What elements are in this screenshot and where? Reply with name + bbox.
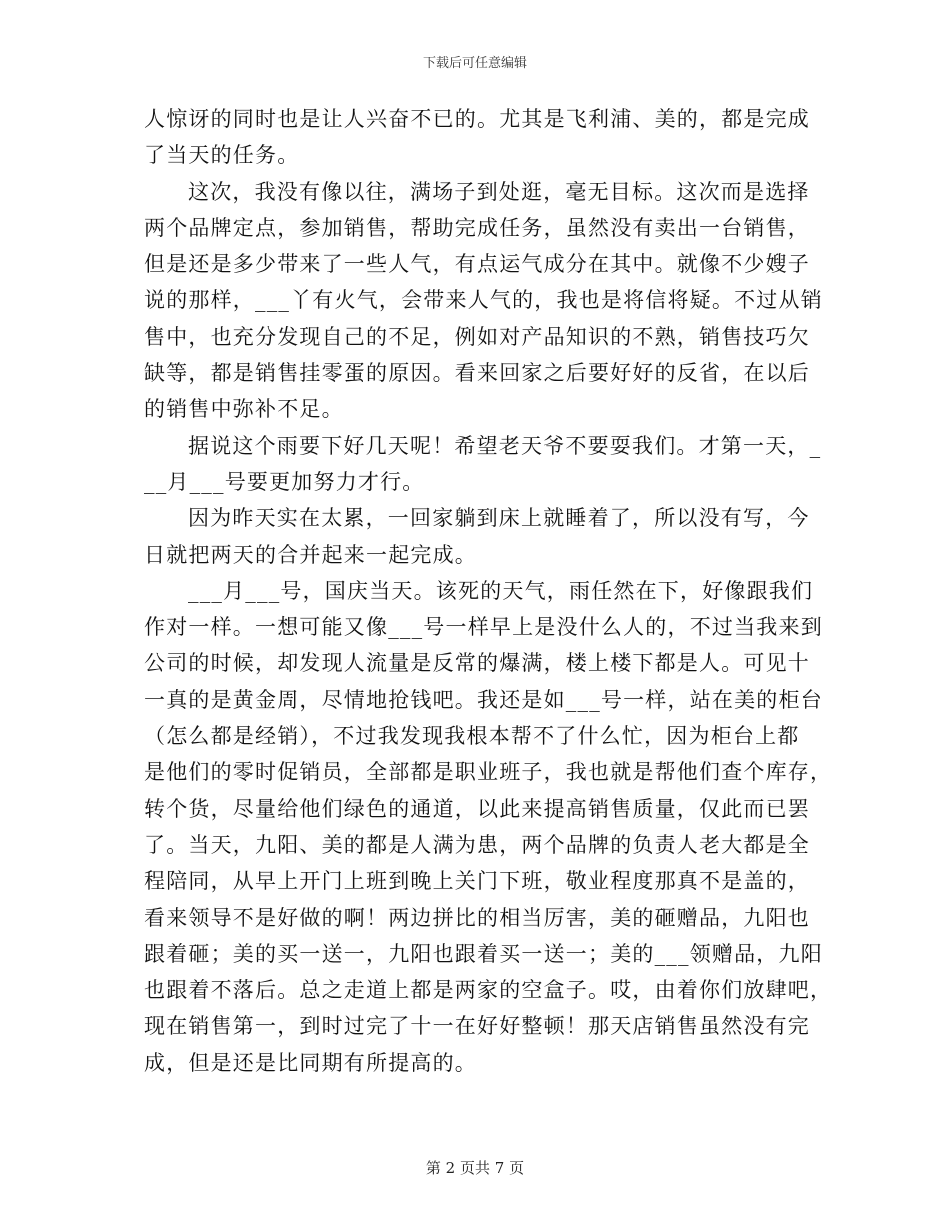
text-line: 现在销售第一，到时过完了十一在好好整顿！那天店销售虽然没有完 (144, 1014, 810, 1039)
text-line: 缺等，都是销售挂零蛋的原因。看来回家之后要好好的反省，在以后 (144, 361, 810, 386)
paragraph (144, 101, 810, 174)
text-line: 一真的是黄金周，尽情地抢钱吧。我还是如___号一样，站在美的柜台 (144, 687, 823, 712)
text-line: 转个货，尽量给他们绿色的通道，以此来提高销售质量，仅此而已罢 (144, 796, 810, 821)
paragraph (144, 174, 823, 428)
text-line: 日就把两天的合并起来一起完成。 (144, 542, 477, 567)
document-body (144, 101, 833, 1081)
text-line: 说的那样，___丫有火气，会带来人气的，我也是将信将疑。不过从销 (144, 288, 823, 313)
text-line: ___月___号，国庆当天。该死的天气，雨任然在下，好像跟我们 (188, 578, 814, 603)
text-line: 跟着砸；美的买一送一，九阳也跟着买一送一；美的___领赠品，九阳 (144, 941, 823, 966)
paragraph (144, 428, 822, 501)
text-line: 的销售中弥补不足。 (144, 397, 344, 422)
text-line: 人惊讶的同时也是让人兴奋不已的。尤其是飞利浦、美的，都是完成 (144, 107, 810, 131)
text-line: （怎么都是经销），不过我发现我根本帮不了什么忙，因为柜台上都 (144, 724, 800, 749)
text-line: 了。当天，九阳、美的都是人满为患，两个品牌的负责人老大都是全 (144, 832, 810, 857)
text-line: 售中，也充分发现自己的不足，例如对产品知识的不熟，销售技巧欠 (144, 324, 810, 349)
text-line: 也跟着不落后。总之走道上都是两家的空盒子。哎，由着你们放肆吧， (144, 978, 833, 1003)
text-line: 是他们的零时促销员，全部都是职业班子，我也就是帮他们查个库存， (144, 760, 833, 785)
page-header: 下载后可任意编辑 (422, 56, 527, 71)
text-line: 作对一样。一想可能又像___号一样早上是没什么人的，不过当我来到 (144, 615, 823, 640)
text-line: 但是还是多少带来了一些人气，有点运气成分在其中。就像不少嫂子 (144, 252, 810, 277)
text-line: __月___号要更加努力才行。 (144, 469, 425, 494)
text-line: 这次，我没有像以往，满场子到处逛，毫无目标。这次而是选择 (188, 179, 810, 204)
paragraph (144, 500, 810, 573)
page-footer: 第 2 页共 7 页 (425, 1159, 525, 1177)
text-line: 据说这个雨要下好几天呢！希望老天爷不要耍我们。才第一天，_ (188, 433, 822, 458)
text-line: 了当天的任务。 (144, 143, 300, 168)
text-line: 看来领导不是好做的啊！两边拼比的相当厉害，美的砸赠品，九阳也 (144, 905, 810, 930)
text-line: 因为昨天实在太累，一回家躺到床上就睡着了，所以没有写，今 (188, 506, 810, 531)
text-line: 程陪同，从早上开门上班到晚上关门下班，敬业程度那真不是盖的， (144, 869, 810, 894)
paragraph (144, 573, 833, 1081)
text-line: 两个品牌定点，参加销售，帮助完成任务，虽然没有卖出一台销售， (144, 215, 810, 240)
text-line: 公司的时候，却发现人流量是反常的爆满，楼上楼下都是人。可见十 (144, 651, 810, 676)
text-line: 成，但是还是比同期有所提高的。 (144, 1050, 477, 1075)
